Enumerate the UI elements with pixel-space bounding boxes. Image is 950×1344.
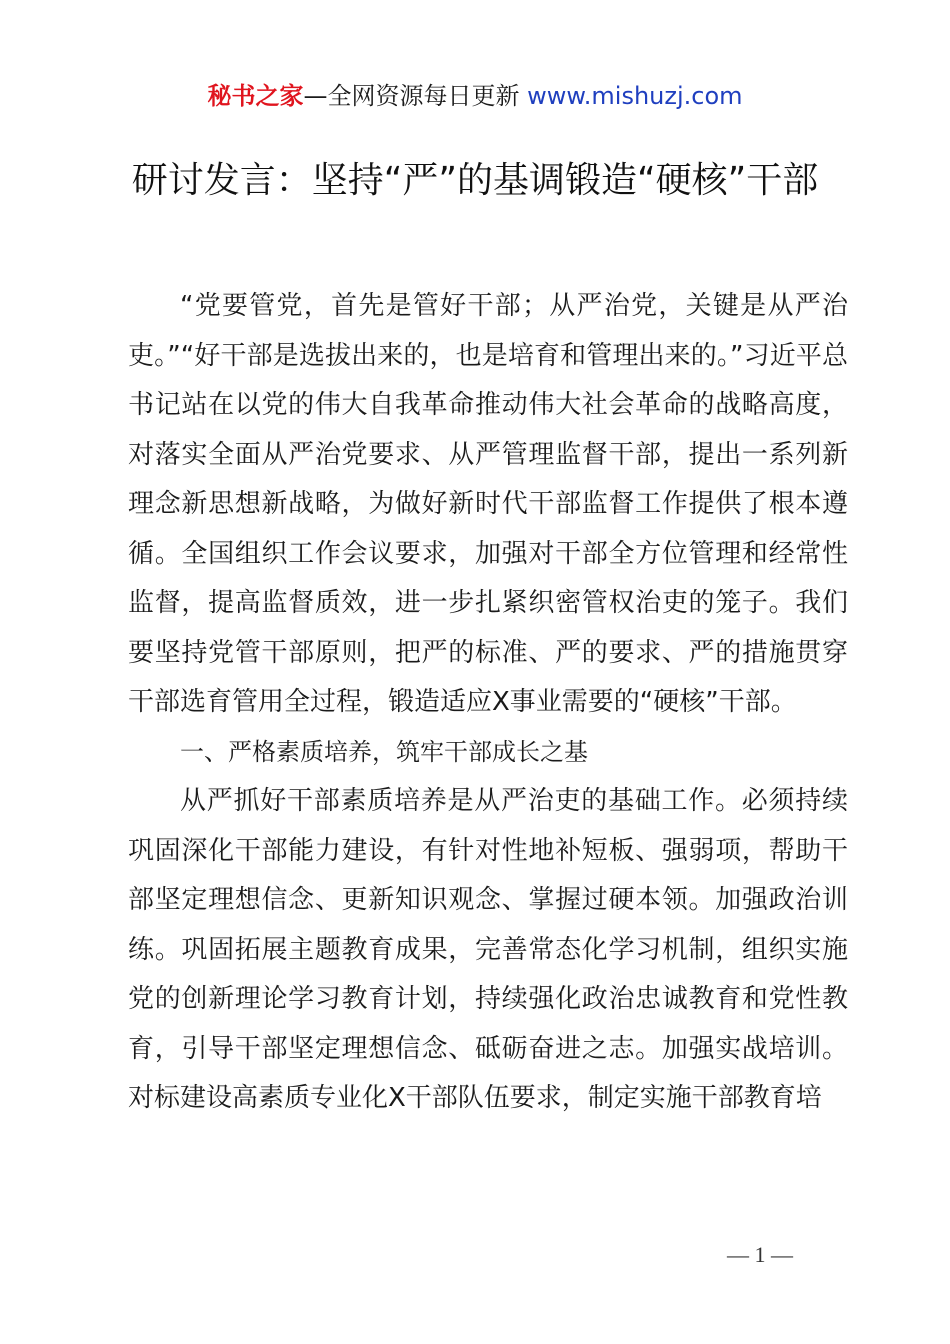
site-header <box>0 78 950 114</box>
site-brand: 秘书之家 <box>207 82 304 110</box>
intro-paragraph: “党要管党，首先是管好干部；从严治党，关键是从严治吏。”“好干部是选拔出来的，也是培育和管理出来的。”习近平总书记站在以党的伟大自我革命推动伟大社会革命的战略高度，对落实全面从严治党要求、从严管理监督干部，提出一系列新理念新思想新战略，为做好新时代干部监督工作提供了根本遵循。全国组织工作会议要求，加强对干部全方位管理和经常性监督，提高监督质效，进一步扎紧织密管权治吏的笼子。我们要坚持党管干部原则，把严的标准、严的要求、严的措施贯穿干部选育管用全过程，锻造适应X事业需要的“硬核”干部。 <box>128 291 848 717</box>
header-dash: — <box>303 82 328 110</box>
site-url-link[interactable]: www.mishuzj.com <box>527 82 743 110</box>
section-heading-1: 一、严格素质培养，筑牢干部成长之基 <box>180 737 588 766</box>
site-slogan: 全网资源每日更新 <box>327 82 520 110</box>
document-title: 研讨发言：坚持“严”的基调锻造“硬核”干部 <box>131 160 819 201</box>
document-body <box>128 282 848 1124</box>
page-number: — 1 — <box>727 1242 793 1267</box>
section-1-paragraph: 从严抓好干部素质培养是从严治吏的基础工作。必须持续巩固深化干部能力建设，有针对性地补短板、强弱项，帮助干部坚定理想信念、更新知识观念、掌握过硬本领。加强政治训练。巩固拓展主题教育成果，完善常态化学习机制，组织实施党的创新理论学习教育计划，持续强化政治忠诚教育和党性教育，引导干部坚定理想信念、砥砺奋进之志。加强实战培训。对标建设高素质专业化X干部队伍要求，制定实施干部教育培 <box>128 786 848 1113</box>
